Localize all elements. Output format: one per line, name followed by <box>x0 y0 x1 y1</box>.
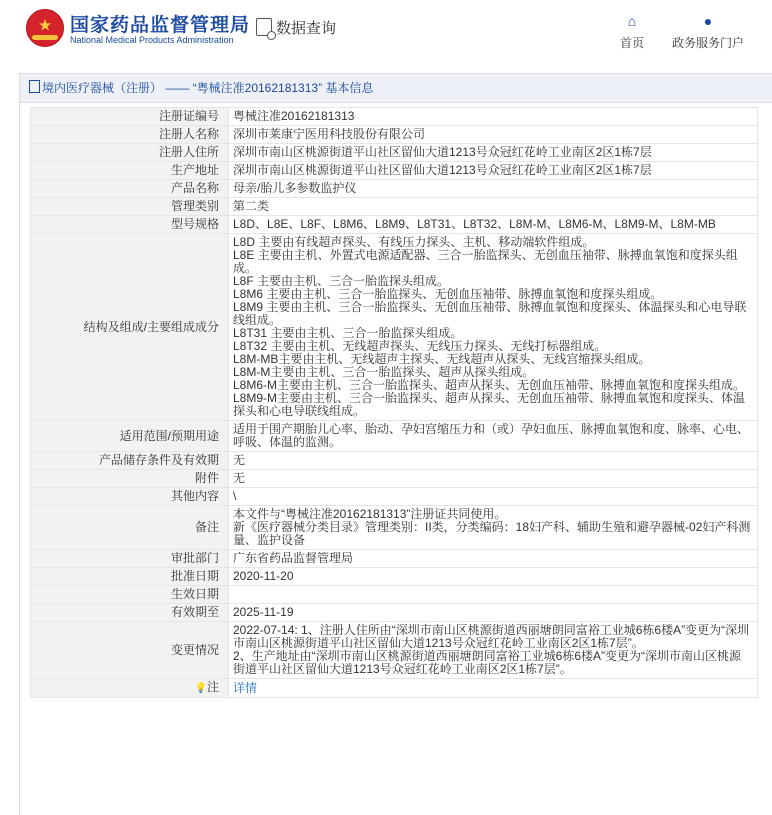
value-line: 本文件与“粤械注准20162181313”注册证共同使用。 <box>233 507 507 521</box>
value-line: L8F 主要由主机、三合一胎监探头组成。 <box>233 274 450 288</box>
table-row <box>31 452 758 470</box>
table-row <box>31 198 758 216</box>
value-line: 2、生产地址由“深圳市南山区桃源街道西丽塘朗同富裕工业城6栋6楼A”变更为“深圳市南山区桃源街道平山社区留仙大道1213号众冠红花岭工业南区2区1栋7层”。 <box>233 649 742 676</box>
row-label-text: 适用范围/预期用途 <box>119 428 219 443</box>
row-label <box>31 568 229 586</box>
row-label-text: 注册证编号 <box>158 109 219 123</box>
info-table <box>30 107 758 698</box>
value-line: L8M9-M主要由主机、三合一胎监探头、超声从探头、无创血压袖带、脉搏血氧饱和度探头、体温探头和心电导联线组成。 <box>233 391 746 418</box>
table-row <box>31 144 758 162</box>
table-row <box>31 126 758 144</box>
row-value: 深圳市莱康宁医用科技股份有限公司 <box>229 126 758 144</box>
value-line: L8M-M主要由主机、三合一胎监探头、超声从探头组成。 <box>233 365 535 379</box>
row-label <box>31 234 229 421</box>
site-title-en: National Medical Products Administration <box>70 35 234 45</box>
row-value: 深圳市南山区桃源街道平山社区留仙大道1213号众冠红花岭工业南区2区1栋7层 <box>229 144 758 162</box>
row-value: \ <box>229 488 758 506</box>
row-label <box>31 108 229 126</box>
row-label <box>31 506 229 550</box>
row-label <box>31 452 229 470</box>
document-icon <box>29 80 40 93</box>
row-label-text: 有效期至 <box>170 605 219 619</box>
document-search-icon <box>256 18 272 36</box>
value-line: L8M9 主要由主机、三合一胎监探头、无创血压袖带、脉搏血氧饱和度探头、体温探头和心电导联线组成。 <box>233 300 747 327</box>
national-emblem-logo: ★ <box>26 9 64 47</box>
row-label-text: 附件 <box>194 471 219 485</box>
row-label <box>31 144 229 162</box>
row-value <box>229 234 758 421</box>
table-row <box>31 506 758 550</box>
row-value: 无 <box>229 452 758 470</box>
nav-home-button[interactable]: ⌂ 首页 <box>616 14 648 51</box>
row-label <box>31 198 229 216</box>
row-label-text: 备注 <box>194 520 219 534</box>
row-label <box>31 126 229 144</box>
row-value: 适用于围产期胎儿心率、胎动、孕妇宫缩压力和（或）孕妇血压、脉搏血氧饱和度、脉率、心电、呼吸、体温的监测。 <box>229 421 758 452</box>
row-value: 2020-11-20 <box>229 568 758 586</box>
row-value <box>229 622 758 679</box>
table-row <box>31 216 758 234</box>
table-row <box>31 108 758 126</box>
user-icon: ● <box>703 13 713 29</box>
row-label-text: 产品名称 <box>170 181 219 195</box>
value-line: L8E 主要由主机、外置式电源适配器、三合一胎监探头、无创血压袖带、脉搏血氧饱和度探头组成。 <box>233 248 738 275</box>
nav-portal-button[interactable]: ● 政务服务门户 <box>668 14 748 51</box>
detail-panel <box>19 73 772 815</box>
value-line: 新《医疗器械分类目录》管理类别：II类，分类编码：18妇产科、辅助生殖和避孕器械-02妇产科测量、监护设备 <box>233 520 751 547</box>
row-value: 第二类 <box>229 198 758 216</box>
row-value: 深圳市南山区桃源街道平山社区留仙大道1213号众冠红花岭工业南区2区1栋7层 <box>229 162 758 180</box>
row-label-text: 管理类别 <box>170 199 219 213</box>
row-label-text: 审批部门 <box>170 551 219 565</box>
row-value <box>229 586 758 604</box>
row-value: 母亲/胎儿多参数监护仪 <box>229 180 758 198</box>
home-icon: ⌂ <box>627 13 637 29</box>
row-label-text: 生效日期 <box>170 587 219 601</box>
row-label <box>31 679 229 698</box>
table-row <box>31 568 758 586</box>
note-icon: 💡 <box>194 683 207 694</box>
row-value <box>229 506 758 550</box>
row-value: 无 <box>229 470 758 488</box>
value-line: L8M-MB主要由主机、无线超声主探头、无线超声从探头、无线宫缩探头组成。 <box>233 352 651 366</box>
row-value: 广东省药品监督管理局 <box>229 550 758 568</box>
table-row <box>31 488 758 506</box>
site-header <box>0 0 772 62</box>
row-value: L8D、L8E、L8F、L8M6、L8M9、L8T31、L8T32、L8M-M、L8M6-M、L8M9-M、L8M-MB <box>229 216 758 234</box>
value-line: L8D 主要由有线超声探头、有线压力探头、主机、移动端软件组成。 <box>233 235 595 249</box>
panel-title-bar <box>20 74 772 103</box>
row-label-text: 注 <box>206 680 219 694</box>
table-row <box>31 162 758 180</box>
row-label-text: 产品储存条件及有效期 <box>98 453 219 467</box>
detail-link[interactable]: 详情 <box>233 680 258 695</box>
value-line: L8M6 主要由主机、三合一胎监探头、无创血压袖带、脉搏血氧饱和度探头组成。 <box>233 287 663 301</box>
data-search-link[interactable]: 数据查询 <box>256 17 336 38</box>
row-label-text: 注册人住所 <box>158 145 219 159</box>
table-row <box>31 180 758 198</box>
row-label-text: 其他内容 <box>170 489 219 503</box>
table-row <box>31 679 758 698</box>
row-label-text: 注册人名称 <box>158 127 219 141</box>
row-value: 2025-11-19 <box>229 604 758 622</box>
panel-title: 境内医疗器械（注册） —— “粤械注准20162181313” 基本信息 <box>42 81 374 95</box>
table-row <box>31 421 758 452</box>
value-line: L8T32 主要由主机、无线超声探头、无线压力探头、无线打标器组成。 <box>233 339 607 353</box>
row-label <box>31 180 229 198</box>
table-row <box>31 470 758 488</box>
table-row <box>31 550 758 568</box>
row-label-text: 变更情况 <box>170 642 219 657</box>
row-label <box>31 604 229 622</box>
value-line: 2022-07-14: 1、注册人住所由“深圳市南山区桃源街道西丽塘朗同富裕工业城6栋6楼A”变更为“深圳市南山区桃源街道平山社区留仙大道1213号众冠红花岭工业南区2区1栋7层”。 <box>233 623 750 650</box>
row-label <box>31 550 229 568</box>
row-label-text: 型号规格 <box>170 217 219 231</box>
row-label <box>31 162 229 180</box>
row-value: 粤械注准20162181313 <box>229 108 758 126</box>
row-label <box>31 421 229 452</box>
row-label-text: 生产地址 <box>170 163 219 177</box>
table-row <box>31 622 758 679</box>
row-label-text: 批准日期 <box>170 569 219 583</box>
site-title-cn: 国家药品监督管理局 <box>70 15 251 36</box>
row-label <box>31 586 229 604</box>
value-line: L8M6-M主要由主机、三合一胎监探头、超声从探头、无创血压袖带、脉搏血氧饱和度探头组成。 <box>233 378 746 392</box>
row-value <box>229 679 758 698</box>
table-row <box>31 234 758 421</box>
table-row <box>31 586 758 604</box>
row-label <box>31 622 229 679</box>
row-label <box>31 470 229 488</box>
row-label <box>31 216 229 234</box>
table-row <box>31 604 758 622</box>
row-label <box>31 488 229 506</box>
row-label-text: 结构及组成/主要组成成分 <box>83 319 219 334</box>
value-line: L8T31 主要由主机、三合一胎监探头组成。 <box>233 326 463 340</box>
